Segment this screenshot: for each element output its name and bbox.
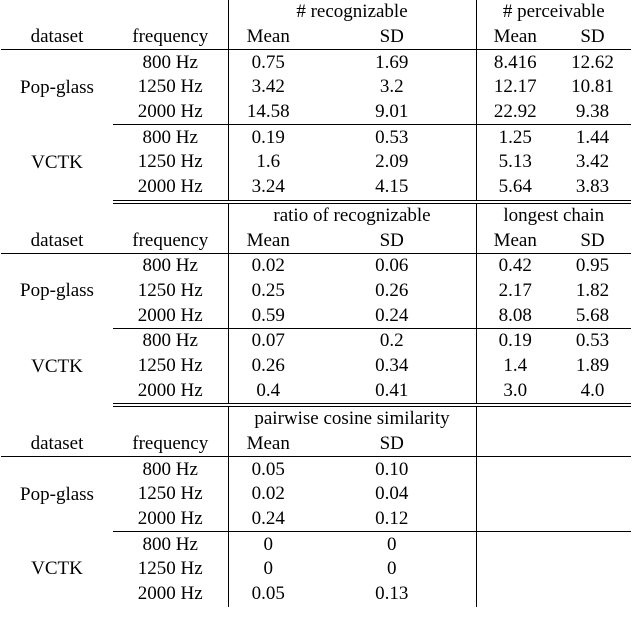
sd-value (554, 582, 631, 607)
sd-value: 9.01 (308, 100, 476, 125)
frequency-cell: 800 Hz (142, 51, 198, 73)
mean-header: Mean (228, 228, 308, 253)
mean-value: 0.02 (228, 253, 308, 278)
frequency-cell: 800 Hz (142, 533, 198, 555)
mean-value (476, 507, 554, 532)
frequency-header: frequency (113, 228, 228, 253)
frequency-cell: 800 Hz (142, 126, 198, 148)
sd-value: 0.26 (375, 279, 409, 301)
frequency-cell: 2000 Hz (137, 583, 203, 605)
sd-value: 0 (387, 533, 397, 555)
sd-value: 0.95 (575, 255, 610, 277)
metric-title: pairwise cosine similarity (228, 405, 476, 432)
mean-value: 0.4 (228, 378, 308, 405)
mean-value: 2.17 (476, 279, 554, 304)
dataset-cell: Pop-glass (20, 483, 94, 505)
sd-header: SD (308, 432, 476, 457)
sd-value: 0.24 (308, 303, 476, 328)
mean-value: 3.24 (228, 175, 308, 202)
sd-header: SD (554, 228, 631, 253)
sd-value: 1.89 (575, 354, 610, 376)
mean-value: 8.08 (476, 303, 554, 328)
mean-value: 0.05 (228, 582, 308, 607)
mean-value: 1.25 (476, 125, 554, 150)
frequency-cell: 1250 Hz (137, 279, 203, 301)
mean-value: 14.58 (228, 100, 308, 125)
metric-title: # recognizable (228, 0, 476, 25)
column-header-row (1, 228, 631, 253)
mean-header: Mean (228, 432, 308, 457)
frequency-cell: 2000 Hz (113, 507, 228, 532)
dataset-header: dataset (1, 25, 113, 50)
mean-value: 0.02 (228, 482, 308, 507)
empty-cell (476, 432, 554, 457)
dataset-header: dataset (1, 228, 113, 253)
mean-value: 5.64 (476, 175, 554, 202)
table-row (1, 328, 631, 353)
sd-value: 9.38 (554, 100, 631, 125)
mean-value (476, 557, 554, 582)
empty-cell (1, 0, 228, 25)
column-header-row (1, 25, 631, 50)
sd-value: 1.44 (575, 126, 610, 148)
sd-value: 1.69 (375, 51, 409, 73)
sd-value: 3.83 (554, 175, 631, 202)
sd-value: 0.53 (375, 126, 409, 148)
mean-value: 22.92 (476, 100, 554, 125)
table-row (1, 253, 631, 278)
frequency-cell: 1250 Hz (137, 558, 203, 580)
mean-value: 0.05 (228, 457, 308, 482)
mean-value: 5.13 (476, 150, 554, 175)
frequency-cell: 800 Hz (142, 255, 198, 277)
sd-value: 1.82 (575, 279, 610, 301)
sd-value: 0.34 (375, 354, 409, 376)
column-header-row (1, 432, 631, 457)
mean-value: 12.17 (476, 75, 554, 100)
sd-value: 3.2 (379, 76, 404, 98)
mean-value: 0 (228, 532, 308, 557)
mean-value (476, 457, 554, 482)
sd-value: 3.42 (575, 151, 610, 173)
frequency-cell: 1250 Hz (137, 76, 203, 98)
table-row (1, 125, 631, 150)
empty-cell (1, 405, 228, 432)
mean-value: 0.19 (476, 328, 554, 353)
mean-value: 0.24 (228, 507, 308, 532)
mean-value: 0.07 (228, 328, 308, 353)
mean-header: Mean (476, 25, 554, 50)
frequency-cell: 800 Hz (142, 458, 198, 480)
sd-header: SD (554, 25, 631, 50)
dataset-cell: Pop-glass (20, 76, 94, 98)
sd-value: 0.04 (375, 483, 409, 505)
sd-value (554, 532, 631, 557)
sd-value: 0.2 (379, 330, 404, 352)
section-title-row (1, 405, 631, 432)
table-row (1, 457, 631, 482)
empty-cell (554, 432, 631, 457)
frequency-cell: 2000 Hz (113, 175, 228, 202)
sd-value: 0.10 (375, 458, 409, 480)
metric-title: ratio of recognizable (228, 202, 476, 229)
mean-value: 0.19 (228, 125, 308, 150)
mean-value: 3.0 (476, 378, 554, 405)
mean-value: 1.6 (228, 150, 308, 175)
mean-value: 8.416 (476, 50, 554, 75)
sd-value: 4.15 (308, 175, 476, 202)
mean-value: 0.25 (228, 279, 308, 304)
empty-cell (1, 202, 228, 229)
frequency-header: frequency (113, 25, 228, 50)
frequency-cell: 1250 Hz (137, 151, 203, 173)
frequency-cell: 2000 Hz (113, 303, 228, 328)
results-table (1, 0, 631, 607)
dataset-cell: VCTK (31, 152, 83, 174)
mean-value (476, 582, 554, 607)
sd-value (554, 457, 631, 482)
sd-value (554, 557, 631, 582)
sd-value: 12.62 (571, 51, 614, 73)
mean-value (476, 482, 554, 507)
mean-value: 1.4 (476, 354, 554, 379)
dataset-cell: VCTK (31, 355, 83, 377)
sd-value: 0.12 (308, 507, 476, 532)
mean-value: 3.42 (228, 75, 308, 100)
sd-value: 0.53 (575, 330, 610, 352)
section-title-row (1, 202, 631, 229)
mean-value: 0.59 (228, 303, 308, 328)
frequency-cell: 1250 Hz (137, 483, 203, 505)
metric-title: longest chain (476, 202, 631, 229)
sd-value: 0.41 (308, 378, 476, 405)
dataset-cell: Pop-glass (20, 280, 94, 302)
mean-value: 0.42 (476, 253, 554, 278)
frequency-cell: 2000 Hz (113, 378, 228, 405)
mean-value: 0 (228, 557, 308, 582)
table-row (1, 532, 631, 557)
sd-value: 4.0 (554, 378, 631, 405)
sd-value: 5.68 (554, 303, 631, 328)
mean-header: Mean (476, 228, 554, 253)
sd-value: 0 (387, 558, 397, 580)
frequency-cell: 800 Hz (142, 330, 198, 352)
metric-title: # perceivable (476, 0, 631, 25)
table-row (1, 50, 631, 75)
section-title-row (1, 0, 631, 25)
frequency-cell: 2000 Hz (113, 100, 228, 125)
sd-header: SD (308, 228, 476, 253)
mean-value: 0.75 (228, 50, 308, 75)
mean-header: Mean (228, 25, 308, 50)
sd-value (554, 507, 631, 532)
dataset-header: dataset (1, 432, 113, 457)
sd-value: 10.81 (571, 76, 614, 98)
frequency-cell: 1250 Hz (137, 354, 203, 376)
mean-value (476, 532, 554, 557)
sd-value: 2.09 (375, 151, 409, 173)
dataset-cell: VCTK (31, 558, 83, 580)
sd-value: 0.06 (375, 255, 409, 277)
mean-value: 0.26 (228, 354, 308, 379)
metric-title (476, 405, 631, 432)
sd-value (554, 482, 631, 507)
frequency-header: frequency (113, 432, 228, 457)
sd-value: 0.13 (375, 583, 409, 605)
sd-header: SD (308, 25, 476, 50)
